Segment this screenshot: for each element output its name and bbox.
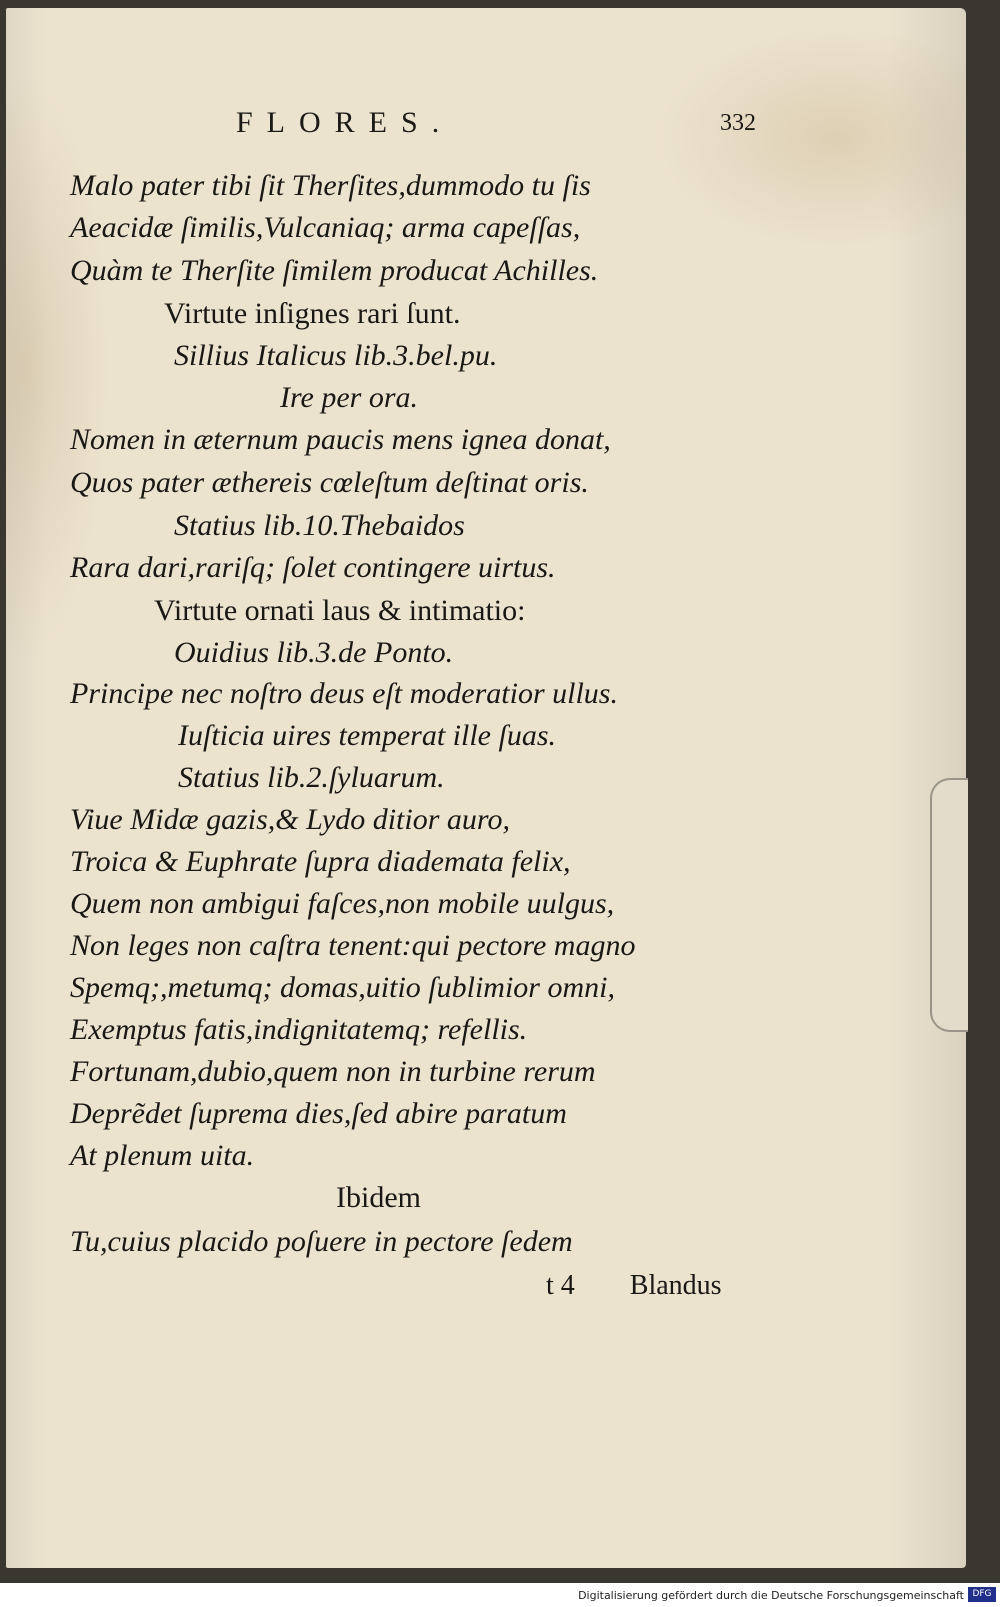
verse-line: Fortunam,dubio,quem non in turbine rerum bbox=[70, 1055, 596, 1088]
signature-mark: t 4 bbox=[546, 1270, 575, 1301]
source-citation: Ibidem bbox=[336, 1181, 421, 1214]
verse-line: Rara dari,rariſq; ſolet contingere uirtus. bbox=[70, 551, 556, 584]
verse-line: Deprẽdet ſuprema dies,ſed abire paratum bbox=[70, 1097, 567, 1130]
footer-credit: Digitalisierung gefördert durch die Deutsche Forschungsgemeinschaft bbox=[578, 1589, 964, 1602]
page-tab-mark bbox=[930, 778, 968, 1032]
verse-line: Quem non ambigui faſces,non mobile uulgus, bbox=[70, 887, 615, 920]
source-citation: Ouidius lib.3.de Ponto. bbox=[174, 636, 454, 669]
page-header bbox=[236, 106, 756, 146]
verse-line: Nomen in æternum paucis mens ignea donat, bbox=[70, 423, 611, 456]
verse-line: Exemptus fatis,indignitatemq; refellis. bbox=[70, 1013, 528, 1046]
source-citation: Sillius Italicus lib.3.bel.pu. bbox=[174, 339, 498, 372]
verse-line: Quàm te Therſite ſimilem producat Achilles. bbox=[70, 254, 599, 287]
source-citation: Statius lib.2.ſyluarum. bbox=[178, 761, 445, 794]
book-page bbox=[6, 8, 966, 1568]
section-heading: Virtute ornati laus & intimatio: bbox=[154, 594, 526, 627]
page-number: 332 bbox=[720, 110, 756, 136]
section-heading: Virtute inſignes rari ſunt. bbox=[164, 297, 461, 330]
verse-line: Principe nec noſtro deus eſt moderatior ullus. bbox=[70, 677, 618, 710]
catchword: Blandus bbox=[629, 1270, 722, 1301]
verse-line: Troica & Euphrate ſupra diademata felix, bbox=[70, 845, 571, 878]
verse-line: Iuſticia uires temperat ille ſuas. bbox=[178, 719, 557, 752]
page-foot bbox=[546, 1270, 722, 1302]
verse-line: Tu,cuius placido poſuere in pectore ſedem bbox=[70, 1225, 573, 1258]
source-citation: Statius lib.10.Thebaidos bbox=[174, 509, 465, 542]
verse-line: Spemq;,metumq; domas,uitio ſublimior omni, bbox=[70, 971, 615, 1004]
digitization-footer bbox=[0, 1583, 1000, 1607]
verse-line: Quos pater æthereis cœleſtum deſtinat oris. bbox=[70, 466, 589, 499]
verse-line: Ire per ora. bbox=[280, 381, 419, 414]
verse-line: Aeacidæ ſimilis,Vulcaniaq; arma capeſſas, bbox=[70, 211, 581, 244]
dfg-logo: DFG bbox=[968, 1587, 996, 1602]
verse-line: Non leges non caſtra tenent:qui pectore magno bbox=[70, 929, 636, 962]
verse-line: Malo pater tibi ſit Therſites,dummodo tu ſis bbox=[70, 169, 591, 202]
verse-line: Viue Midæ gazis,& Lydo ditior auro, bbox=[70, 803, 510, 836]
running-title: FLORES. bbox=[236, 106, 454, 139]
verse-line: At plenum uita. bbox=[70, 1139, 255, 1172]
